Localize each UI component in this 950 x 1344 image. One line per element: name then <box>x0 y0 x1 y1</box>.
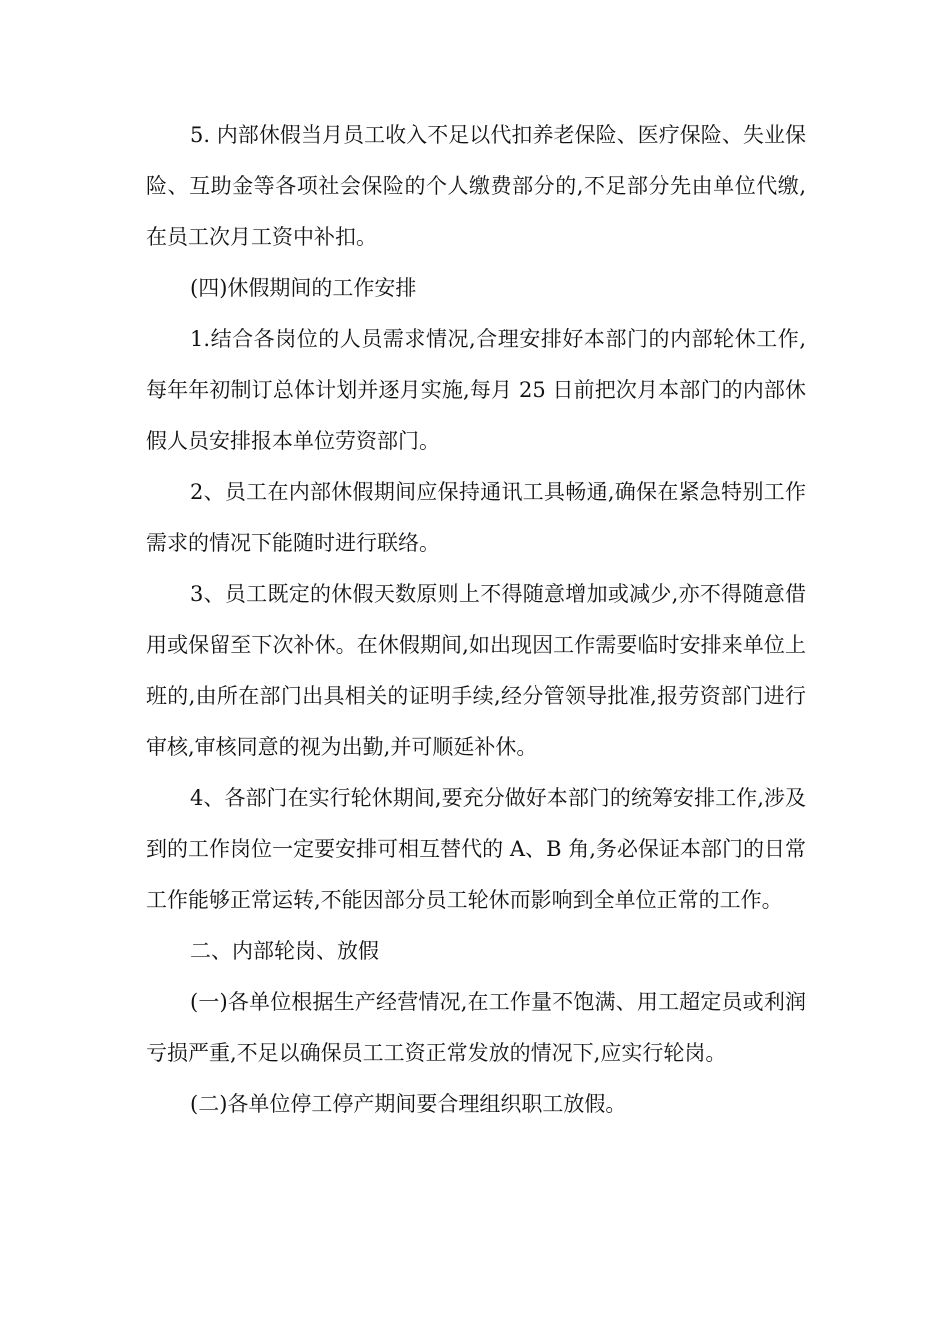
paragraph-item-b-shutdown-leave: (二)各单位停工停产期间要合理组织职工放假。 <box>190 1092 627 1116</box>
paragraph-item-4-coordination: 4、各部门在实行轮休期间,要充分做好本部门的统筹安排工作,涉及到的工作岗位一定要安排可相互替代的 A、B 角,务必保证本部门的日常工作能够正常运转,不能因部分员工轮休而影响到全单位正常的工作。 <box>146 786 806 912</box>
section-heading-work-arrangement: (四)休假期间的工作安排 <box>190 276 417 300</box>
paragraph-item-5-deduction: 5. 内部休假当月员工收入不足以代扣养老保险、医疗保险、失业保险、互助金等各项社会保险的个人缴费部分的,不足部分先由单位代缴,在员工次月工资中补扣。 <box>146 123 806 249</box>
document-body <box>146 110 806 1130</box>
paragraph-item-a-rotation: (一)各单位根据生产经营情况,在工作量不饱满、用工超定员或利润亏损严重,不足以确保员工工资正常发放的情况下,应实行轮岗。 <box>146 990 806 1065</box>
section-heading-rotation-leave: 二、内部轮岗、放假 <box>190 939 379 963</box>
paragraph-item-1-rotation-plan: 1.结合各岗位的人员需求情况,合理安排好本部门的内部轮休工作,每年年初制订总体计划并逐月实施,每月 25 日前把次月本部门的内部休假人员安排报本单位劳资部门。 <box>146 327 806 453</box>
paragraph-item-3-leave-days: 3、员工既定的休假天数原则上不得随意增加或减少,亦不得随意借用或保留至下次补休。在休假期间,如出现因工作需要临时安排来单位上班的,由所在部门出具相关的证明手续,经分管领导批准,报劳资部门进行审核,审核同意的视为出勤,并可顺延补休。 <box>146 582 806 759</box>
paragraph-item-2-communication: 2、员工在内部休假期间应保持通讯工具畅通,确保在紧急特别工作需求的情况下能随时进行联络。 <box>146 480 806 555</box>
